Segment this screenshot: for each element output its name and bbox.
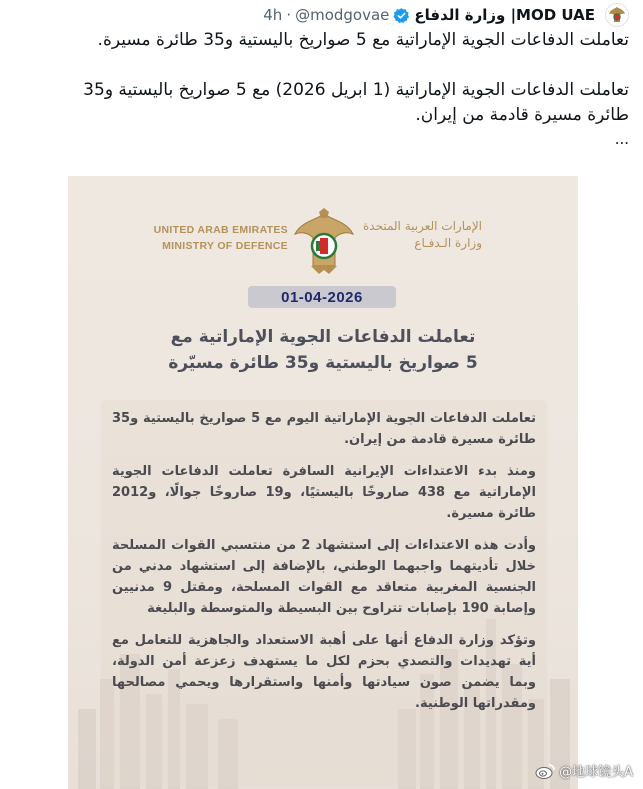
uae-emblem-icon <box>293 208 355 280</box>
tweet-line-2: تعاملت الدفاعات الجوية الإماراتية (1 ابريل 2026) مع 5 صواريخ باليستية و35 طائرة مسيرة قادمة من إيران. <box>83 80 629 125</box>
statement-text <box>112 408 536 725</box>
headline-line-2: 5 صواريخ باليستية و35 طائرة مسيّرة <box>168 353 478 373</box>
logo-ar-line-2: وزارة الـدفـاع <box>414 236 482 250</box>
tweet-line-1: تعاملت الدفاعات الجوية الإماراتية مع 5 صواريخ باليستية و35 طائرة مسيرة. <box>97 30 629 50</box>
logo-ar-line-1: الإمارات العربية المتحدة <box>363 219 482 233</box>
headline-line-1: تعاملت الدفاعات الجوية الإماراتية مع <box>170 327 476 347</box>
statement-paragraph-2: ومنذ بدء الاعتداءات الإيرانية السافرة تعاملت الدفاعات الجوية الإماراتية مع 438 صاروخًا باليستيًا، و19 صاروخًا جوالًا، و2012 طائرة مسيرة. <box>112 464 537 521</box>
account-avatar[interactable] <box>605 3 629 27</box>
tweet-media-image[interactable] <box>68 176 578 789</box>
date-badge: 01-04-2026 <box>248 286 396 308</box>
weibo-icon <box>535 763 555 779</box>
weibo-watermark <box>535 761 633 780</box>
logo-en-line-1: UNITED ARAB EMIRATES <box>153 224 288 236</box>
logo-en-line-2: MINISTRY OF DEFENCE <box>162 240 288 252</box>
statement-paragraph-4: وتؤكد وزارة الدفاع أنها على أهبة الاستعداد والجاهزية للتعامل مع أية تهديدات والتصدي بحزم لكل ما يستهدف زعزعة أمن الدولة، وبما يضمن صون سيادتها وأمنها واستقرارها ويحمي مصالحها ومقدراتها الوطنية. <box>112 633 536 711</box>
display-name[interactable]: وزارة الدفاع |MOD UAE <box>414 6 595 24</box>
logo-english-text <box>138 222 288 254</box>
logo-arabic-text <box>362 218 482 252</box>
statement-paragraph-1: تعاملت الدفاعات الجوية الإماراتية اليوم مع 5 صواريخ باليستية و35 طائرة مسيرة قادمة من إيران. <box>112 411 536 447</box>
show-more-ellipsis[interactable]: ... <box>614 130 629 148</box>
statement-paragraph-3: وأدت هذه الاعتداءات إلى استشهاد 2 من منتسبي القوات المسلحة خلال تأديتهما واجبهما الوطني، بالإضافة إلى استشهاد مدني من الجنسية المغربية متعاقد مع القوات المسلحة، ومقتل 9 مدنيين وإصابة 190 بإصابات تتراوح بين البسيطة والمتوسطة والبليغة <box>112 538 537 616</box>
media-headline <box>128 324 518 376</box>
uae-emblem-icon <box>608 5 626 25</box>
verified-badge-icon <box>393 7 410 24</box>
watermark-text: @地球镜头A <box>559 765 633 780</box>
separator-dot: · <box>286 6 292 24</box>
tweet-text <box>40 28 629 150</box>
tweet-header <box>0 4 629 26</box>
post-time[interactable]: 4h <box>263 6 283 24</box>
account-handle[interactable]: @modgovae <box>295 6 390 24</box>
